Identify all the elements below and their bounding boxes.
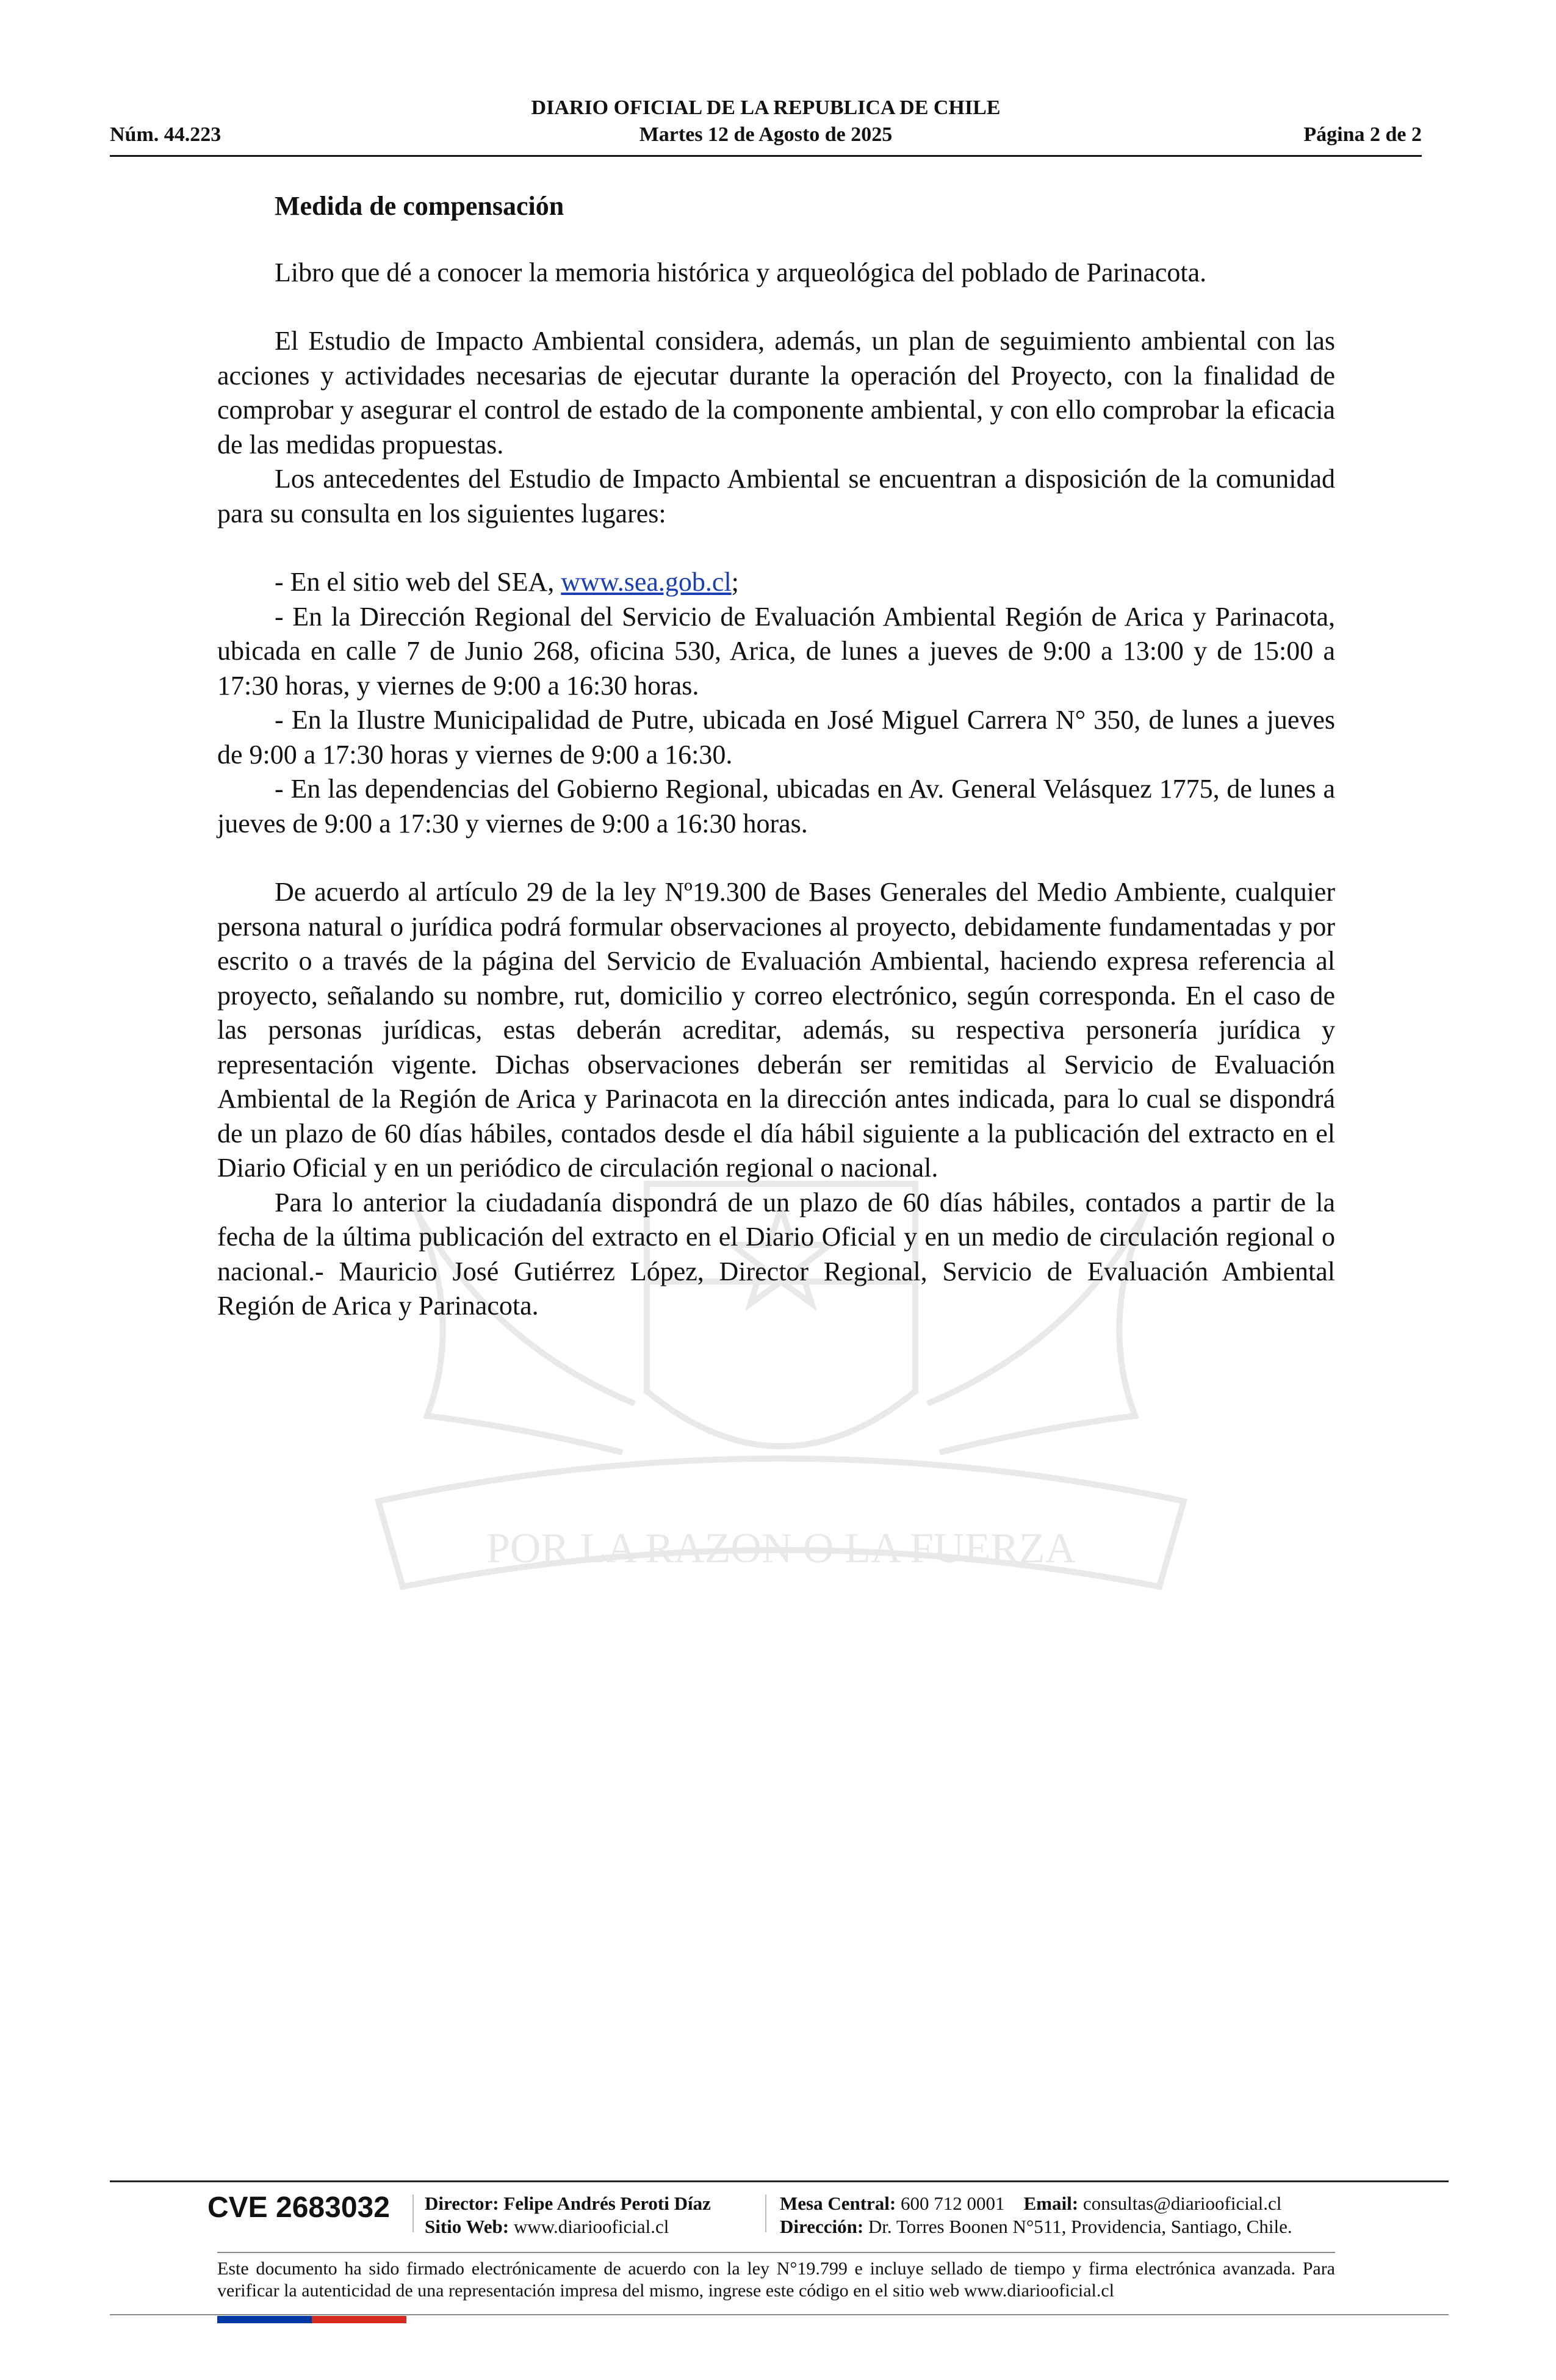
legal-notice: Este documento ha sido firmado electrónicamente de acuerdo con la ley N°19.799 e incluye sellado de tiempo y firma electrónica avanzada. Para verificar la autenticidad de una representación impresa del mismo, ingrese este código en el sitio web www.diariooficial.cl — [217, 2259, 1335, 2301]
page-header — [110, 93, 1422, 160]
list-item-regional-government: - En las dependencias del Gobierno Regional, ubicadas en Av. General Velásquez 1775, de lunes a jueves de 9:00 a 17:30 y viernes de 9:00 a 16:30 horas. — [217, 774, 1335, 838]
director-name: Felipe Andrés Peroti Díaz — [503, 2193, 711, 2214]
paragraph-availability: Los antecedentes del Estudio de Impacto Ambiental se encuentran a disposición de la comunidad para su consulta en los siguientes lugares: — [217, 464, 1335, 528]
cve-code: CVE 2683032 — [207, 2191, 390, 2224]
email-label: Email: — [1023, 2193, 1079, 2214]
page-indicator: Página 2 de 2 — [1303, 123, 1422, 146]
motto-text: POR LA RAZON O LA FUERZA — [486, 1525, 1076, 1572]
footer-divider-middle — [217, 2252, 1335, 2253]
paragraph-monitoring-plan: El Estudio de Impacto Ambiental considera, además, un plan de seguimiento ambiental con las acciones y actividades necesarias de ejecutar durante la operación del Proyecto, con la finalidad de comprobar y asegurar el control de estado de la componente ambiental, y con ello comprobar la eficacia de las medidas propuestas. — [217, 326, 1335, 460]
list-item-municipality: - En la Ilustre Municipalidad de Putre, ubicada en José Miguel Carrera N° 350, de lunes a jueves de 9:00 a 17:30 horas y viernes de 9:00 a 16:30. — [217, 705, 1335, 770]
newspaper-title: DIARIO OFICIAL DE LA REPUBLICA DE CHILE — [531, 96, 1001, 119]
phone-label: Mesa Central: — [780, 2193, 896, 2214]
flag-blue-segment — [217, 2316, 312, 2323]
director-label: Director: — [425, 2193, 499, 2214]
footer-separator — [412, 2194, 414, 2232]
paragraph-compensation: Libro que dé a conocer la memoria histórica y arqueológica del poblado de Parinacota. — [275, 257, 1207, 287]
email-value[interactable]: consultas@diariooficial.cl — [1082, 2193, 1282, 2214]
website-label: Sitio Web: — [425, 2216, 510, 2237]
flag-red-segment — [312, 2316, 406, 2323]
section-heading: Medida de compensación — [275, 191, 564, 221]
phone-value: 600 712 0001 — [901, 2193, 1005, 2214]
sea-website-link[interactable]: www.sea.gob.cl — [561, 567, 732, 597]
footer-separator — [765, 2194, 766, 2232]
footer-divider-top — [110, 2180, 1449, 2182]
issue-date: Martes 12 de Agosto de 2025 — [639, 123, 893, 146]
document-body — [217, 189, 1335, 1324]
list-item-regional-office: - En la Dirección Regional del Servicio de Evaluación Ambiental Región de Arica y Parinacota, ubicada en calle 7 de Junio 268, oficina 530, Arica, de lunes a jueves de 9:00 a 13:00 y de 15:00 a 17:30 horas, y viernes de 9:00 a 16:30 horas. — [217, 601, 1335, 701]
address-value: Dr. Torres Boonen N°511, Providencia, Santiago, Chile. — [868, 2216, 1292, 2237]
footer-divider-bottom — [110, 2314, 1449, 2315]
paragraph-deadline: Para lo anterior la ciudadanía dispondrá de un plazo de 60 días hábiles, contados a partir de la fecha de la última publicación del extracto en el Diario Oficial y en un medio de circulación regional o nacional.- Mauricio José Gutiérrez López, Director Regional, Servicio de Evaluación Ambiental Región de Arica y Parinacota. — [217, 1187, 1335, 1321]
website-value[interactable]: www.diariooficial.cl — [513, 2216, 669, 2237]
list-item-website-text: - En el sitio web del SEA, — [275, 567, 561, 597]
paragraph-observations: De acuerdo al artículo 29 de la ley Nº19.300 de Bases Generales del Medio Ambiente, cualquier persona natural o jurídica podrá formular observaciones al proyecto, debidamente fundamentadas y por escrito o a través de la página del Servicio de Evaluación Ambiental, haciendo expresa referencia al proyecto, señalando su nombre, rut, domicilio y correo electrónico, según corresponda. En el caso de las personas jurídicas, estas deberán acreditar, además, su respectiva personería jurídica y representación vigente. Dichas observaciones deberán ser remitidas al Servicio de Evaluación Ambiental de la Región de Arica y Parinacota en la dirección antes indicada, para lo cual se dispondrá de un plazo de 60 días hábiles, contados desde el día hábil siguiente a la publicación del extracto en el Diario Oficial y en un periódico de circulación regional o nacional. — [217, 877, 1335, 1183]
list-item-website-suffix: ; — [731, 567, 739, 597]
issue-number: Núm. 44.223 — [110, 123, 222, 146]
flag-stripe — [217, 2316, 406, 2323]
address-label: Dirección: — [780, 2216, 864, 2237]
footer-director-column — [425, 2192, 711, 2238]
footer-contact-column — [780, 2192, 1292, 2238]
header-divider — [110, 155, 1422, 157]
list-item-website — [217, 565, 1335, 600]
